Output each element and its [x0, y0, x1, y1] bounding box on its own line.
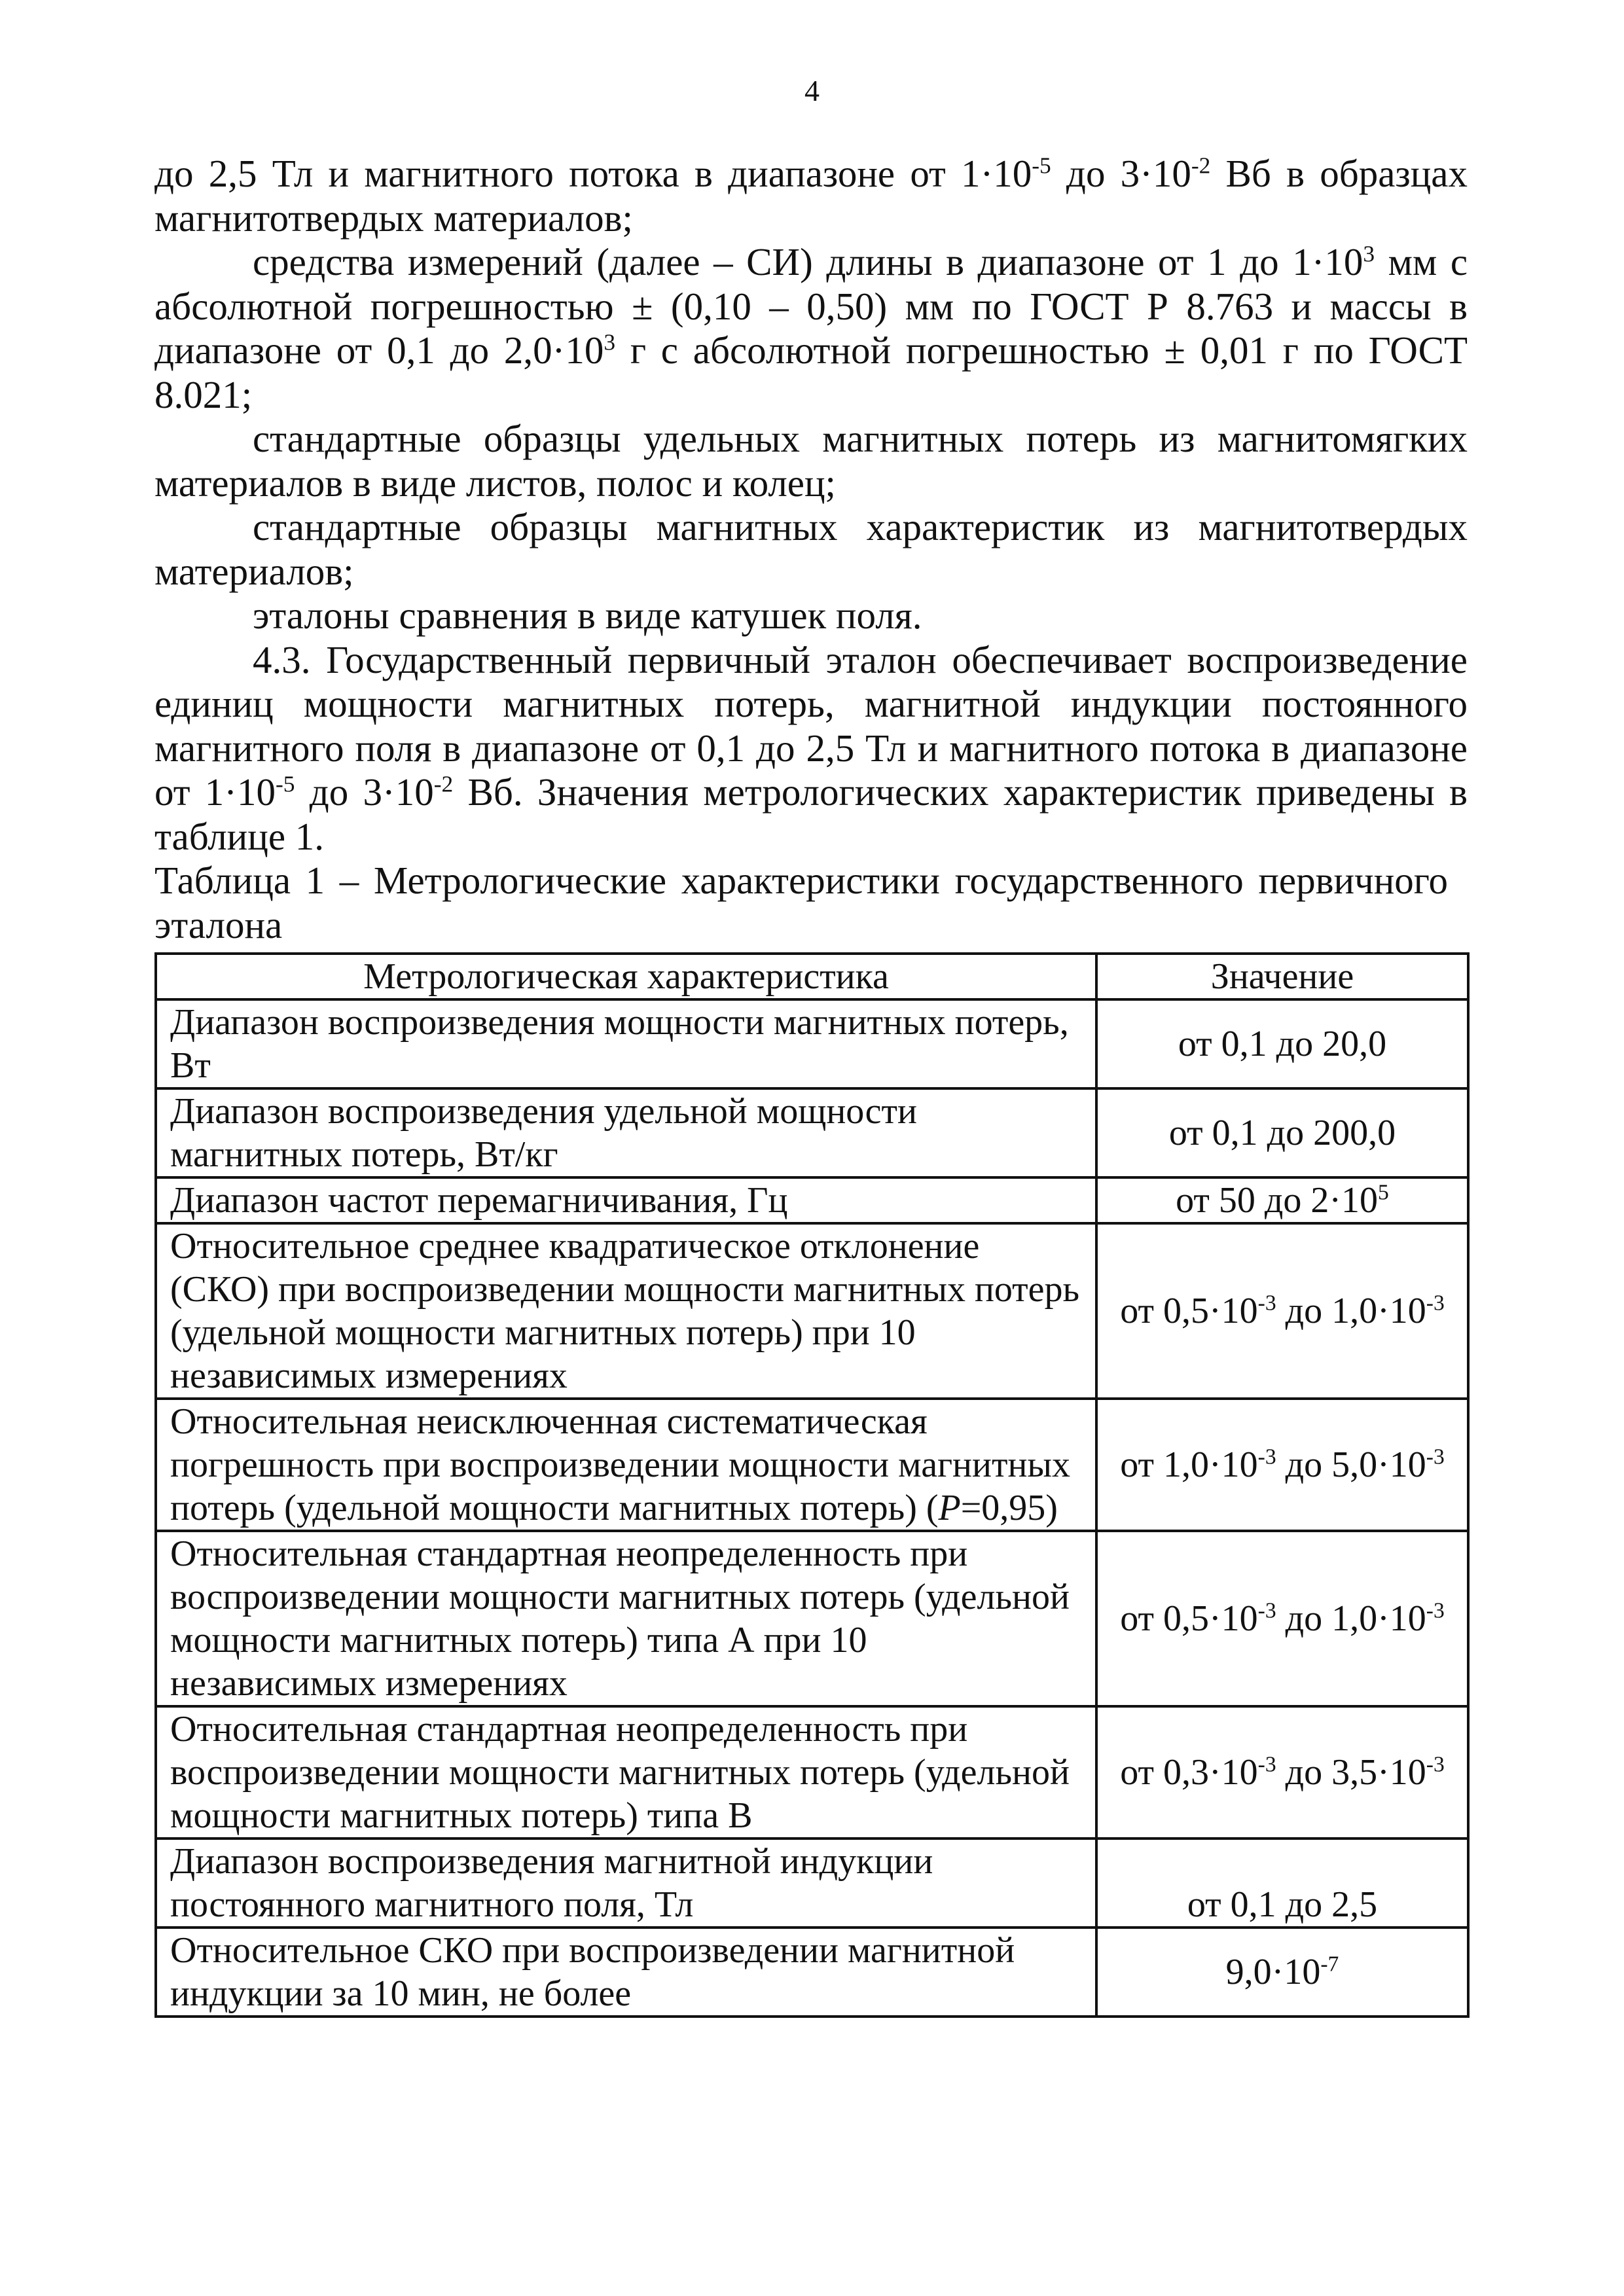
cell-value: от 0,1 до 20,0 [1096, 999, 1468, 1088]
cell-value: от 0,1 до 200,0 [1096, 1088, 1468, 1177]
table-body [156, 999, 1468, 2017]
table-row [156, 1088, 1468, 1177]
table-row [156, 1839, 1468, 1928]
paragraph: средства измерений (далее – СИ) длины в диапазоне от 1 до $1\cdot 10^3$ мм с абсолютной погрешностью ± (0,10 – 0,50) мм по ГОСТ Р 8.763 и массы в диапазоне от 0,1 до $2,0\cdot 10^3$ г с абсолютной погрешностью ± 0,01 г по ГОСТ 8.021; [154, 240, 1468, 416]
cell-characteristic: Относительная стандартная неопределенность при воспроизведении мощности магнитных потерь (удельной мощности магнитных потерь) типа А при 10 независимых измерениях [156, 1531, 1096, 1706]
cell-characteristic: Диапазон воспроизведения удельной мощности магнитных потерь, Вт/кг [156, 1088, 1096, 1177]
cell-characteristic: Относительное СКО при воспроизведении магнитной индукции за 10 мин, не более [156, 1928, 1096, 2017]
cell-characteristic: Диапазон частот перемагничивания, Гц [156, 1177, 1096, 1223]
cell-characteristic: Относительная неисключенная систематическая погрешность при воспроизведении мощности магнитных потерь (удельной мощности магнитных потерь) (P=0,95) [156, 1399, 1096, 1531]
paragraph: 4.3. Государственный первичный эталон обеспечивает воспроизведение единиц мощности магнитных потерь, магнитной индукции постоянного магнитного поля в диапазоне от 0,1 до 2,5 Тл и магнитного потока в диапазоне от $1\cdot 10^{-5}$ до $3\cdot 10^{-2}$ Вб. Значения метрологических характеристик приведены в таблице 1. [154, 637, 1468, 858]
cell-characteristic: Диапазон воспроизведения магнитной индукции постоянного магнитного поля, Тл [156, 1839, 1096, 1928]
paragraph: до 2,5 Тл и магнитного потока в диапазоне от $1\cdot 10^{-5}$ до $3\cdot 10^{-2}$ Вб в образцах магнитотвердых материалов; [154, 152, 1468, 240]
table-header-value: Значение [1096, 954, 1468, 999]
table-row [156, 1706, 1468, 1839]
cell-value: $9,0\cdot 10^{-7}$ [1096, 1928, 1468, 2017]
paragraph: стандартные образцы магнитных характеристик из магнитотвердых материалов; [154, 505, 1468, 593]
cell-value: от $0,5\cdot 10^{-3}$ до $1,0\cdot 10^{-3}$ [1096, 1531, 1468, 1706]
cell-characteristic: Относительное среднее квадратическое отклонение (СКО) при воспроизведении мощности магнитных потерь (удельной мощности магнитных потерь) при 10 независимых измерениях [156, 1223, 1096, 1399]
cell-value: от 50 до $2\cdot 10^5$ [1096, 1177, 1468, 1223]
table-row [156, 1177, 1468, 1223]
table-header-characteristic: Метрологическая характеристика [156, 954, 1096, 999]
cell-value: от 0,1 до 2,5 [1096, 1839, 1468, 1928]
table-row [156, 1928, 1468, 2017]
table-row [156, 1223, 1468, 1399]
table-row [156, 999, 1468, 1088]
metrological-table [154, 952, 1470, 2018]
paragraph: стандартные образцы удельных магнитных потерь из магнитомягких материалов в виде листов, полос и колец; [154, 417, 1468, 505]
document-body [154, 152, 1468, 947]
cell-characteristic: Диапазон воспроизведения мощности магнитных потерь, Вт [156, 999, 1096, 1088]
table-row [156, 1531, 1468, 1706]
cell-value: от $0,5\cdot 10^{-3}$ до $1,0\cdot 10^{-3}$ [1096, 1223, 1468, 1399]
paragraphs [154, 152, 1468, 859]
paragraph: эталоны сравнения в виде катушек поля. [253, 594, 922, 637]
page-number: 4 [804, 74, 820, 107]
table-header-row [156, 954, 1468, 999]
table-row [156, 1399, 1468, 1531]
table-caption: Таблица 1 – Метрологические характеристики государственного первичного эталона [154, 859, 1448, 946]
cell-characteristic: Относительная стандартная неопределенность при воспроизведении мощности магнитных потерь (удельной мощности магнитных потерь) типа В [156, 1706, 1096, 1839]
cell-value: от $0,3\cdot 10^{-3}$ до $3,5\cdot 10^{-3}$ [1096, 1706, 1468, 1839]
cell-value: от $1,0\cdot 10^{-3}$ до $5,0\cdot 10^{-3}$ [1096, 1399, 1468, 1531]
